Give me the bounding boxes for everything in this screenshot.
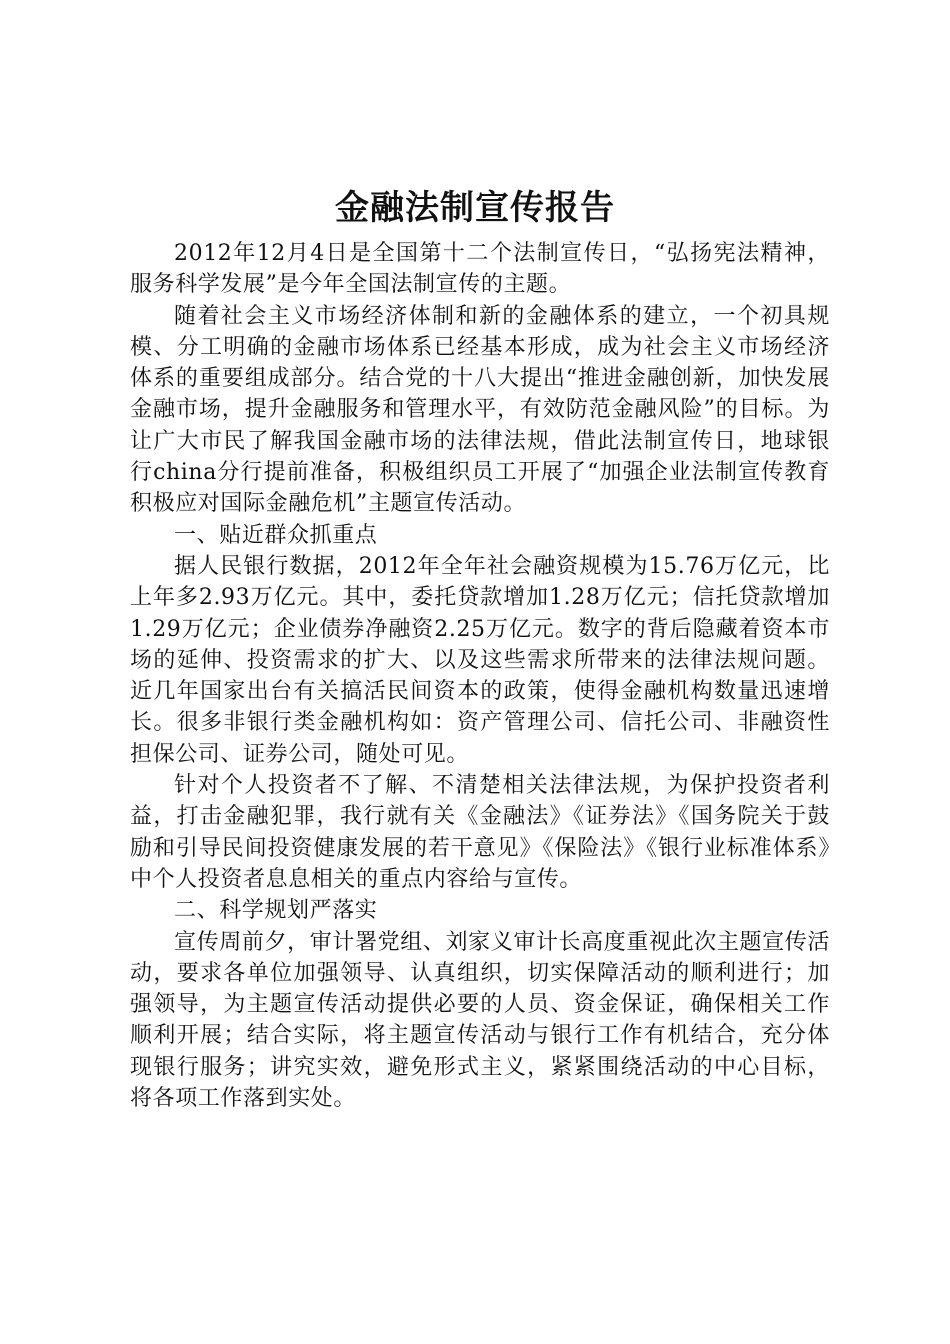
paragraph-background: 随着社会主义市场经济体制和新的金融体系的建立，一个初具规模、分工明确的金融市场体系已经基本形成，成为社会主义市场经济体系的重要组成部分。结合党的十八大提出“推进金融创新，加快发展金融市场，提升金融服务和管理水平，有效防范金融风险”的目标。为让广大市民了解我国金融市场的法律法规，借此法制宣传日，地球银行china分行提前准备，积极组织员工开展了“加强企业法制宣传教育积极应对国际金融危机”主题宣传活动。 xyxy=(130,303,830,517)
document-body xyxy=(130,238,830,1114)
paragraph-intro: 2012年12月4日是全国第十二个法制宣传日，“弘扬宪法精神，服务科学发展”是今年全国法制宣传的主题。 xyxy=(130,241,830,298)
section-heading-2: 二、科学规划严落实 xyxy=(174,898,378,924)
document-title: 金融法制宣传报告 xyxy=(335,188,615,228)
paragraph-planning: 宣传周前夕，审计署党组、刘家义审计长高度重视此次主题宣传活动，要求各单位加强领导、认真组织，切实保障活动的顺利进行；加强领导，为主题宣传活动提供必要的人员、资金保证，确保相关工作顺利开展；结合实际，将主题宣传活动与银行工作有机结合，充分体现银行服务；讲究实效，避免形式主义，紧紧围绕活动的中心目标，将各项工作落到实处。 xyxy=(130,929,830,1112)
paragraph-investors: 针对个人投资者不了解、不清楚相关法律法规，为保护投资者利益，打击金融犯罪，我行就有关《金融法》《证券法》《国务院关于鼓励和引导民间投资健康发展的若干意见》《保险法》《银行业标准体系》中个人投资者息息相关的重点内容给与宣传。 xyxy=(130,773,830,892)
paragraph-data: 据人民银行数据，2012年全年社会融资规模为15.76万亿元，比上年多2.93万亿元。其中，委托贷款增加1.28万亿元；信托贷款增加1.29万亿元；企业债券净融资2.25万亿元。数字的背后隐藏着资本市场的延伸、投资需求的扩大、以及这些需求所带来的法律法规问题。近几年国家出台有关搞活民间资本的政策，使得金融机构数量迅速增长。很多非银行类金融机构如：资产管理公司、信托公司、非融资性担保公司、证券公司，随处可见。 xyxy=(130,553,830,767)
section-heading-1: 一、贴近群众抓重点 xyxy=(174,522,378,548)
